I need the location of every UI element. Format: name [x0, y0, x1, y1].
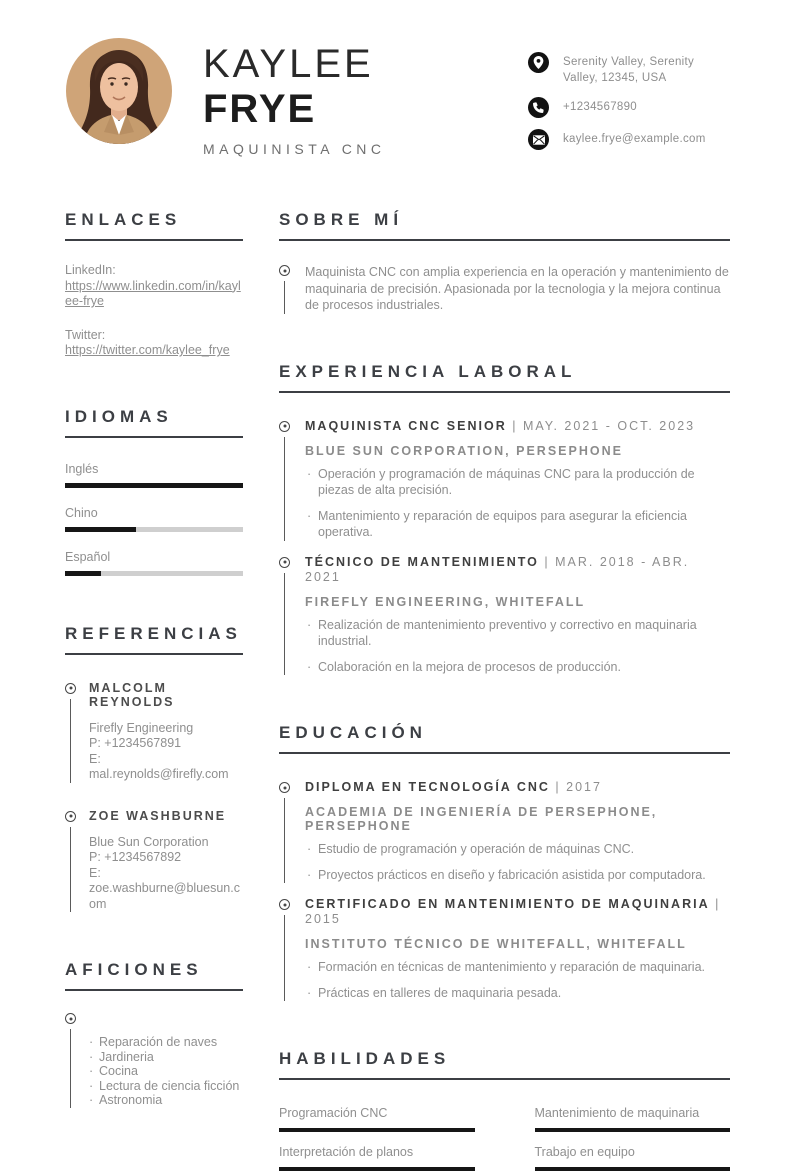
hobby-item: · Cocina	[89, 1064, 243, 1079]
skill-item	[279, 1106, 475, 1132]
link-label: LinkedIn:	[65, 263, 116, 277]
experience-bullets	[305, 466, 730, 541]
section-about	[279, 210, 730, 314]
language-name: Español	[65, 549, 111, 564]
hobby-item: · Jardineria	[89, 1050, 243, 1065]
experience-bullet: · Colaboración en la mejora de procesos de producción.	[305, 659, 730, 676]
education-bullet: · Proyectos prácticos en diseño y fabricación asistida por computadora.	[305, 867, 730, 884]
bullet-dot-icon	[279, 782, 290, 793]
reference-company: Blue Sun Corporation	[89, 834, 209, 849]
education-title-line	[305, 780, 730, 795]
timeline-line	[284, 437, 285, 541]
hobby-item: · Astronomia	[89, 1093, 243, 1108]
experience-title: EXPERIENCIA LABORAL	[279, 362, 730, 393]
name-block	[203, 42, 386, 157]
last-name: FRYE	[203, 87, 317, 131]
phone-icon	[528, 97, 549, 118]
hobby-list	[89, 1011, 243, 1108]
timeline-line	[70, 1029, 71, 1108]
section-experience	[279, 362, 730, 676]
education-dates: | 2015	[305, 897, 721, 926]
language-row	[65, 506, 243, 532]
job-title: MAQUINISTA CNC	[203, 141, 386, 157]
main-content	[279, 210, 730, 1171]
language-level-fill	[65, 527, 136, 532]
reference-email: E: mal.reynolds@firefly.com	[89, 751, 229, 781]
sidebar	[65, 210, 243, 1171]
skill-level-bar	[279, 1167, 475, 1171]
timeline-line	[70, 699, 71, 783]
education-bullet: · Estudio de programación y operación de máquinas CNC.	[305, 841, 730, 858]
bullet-dot-icon	[279, 421, 290, 432]
timeline-line	[284, 915, 285, 1001]
education-title-line	[305, 897, 730, 927]
bullet-dot-icon	[279, 265, 290, 276]
hobby-item: · Lectura de ciencia ficción	[89, 1079, 243, 1094]
location-pin-icon	[528, 52, 549, 73]
bullet-dot-icon	[65, 683, 76, 694]
skill-item	[535, 1106, 731, 1132]
timeline	[65, 809, 89, 913]
skill-level-bar	[279, 1128, 475, 1132]
timeline-line	[284, 281, 285, 314]
skill-name: Interpretación de planos	[279, 1145, 414, 1159]
section-references	[65, 624, 243, 913]
experience-bullets	[305, 617, 730, 676]
languages-title: IDIOMAS	[65, 407, 243, 438]
reference-details	[89, 721, 243, 783]
reference-name: MALCOLM REYNOLDS	[89, 680, 175, 709]
experience-role: TÉCNICO DE MANTENIMIENTO	[305, 554, 539, 569]
link-label: Twitter:	[65, 327, 106, 342]
linkedin-link[interactable]: https://www.linkedin.com/in/kaylee-frye	[65, 278, 241, 308]
contact-email	[528, 129, 746, 150]
profile-photo-illustration	[66, 38, 172, 144]
timeline	[279, 555, 305, 676]
education-school: ACADEMIA DE INGENIERÍA DE PERSEPHONE, PERSEPHONE	[305, 805, 658, 833]
bullet-dot-icon	[279, 899, 290, 910]
experience-bullet: · Operación y programación de máquinas CNC para la producción de piezas de alta precisión.	[305, 466, 730, 499]
education-school: INSTITUTO TÉCNICO DE WHITEFALL, WHITEFALL	[305, 937, 687, 951]
reference-entry	[65, 681, 243, 783]
reference-phone: P: +1234567891	[89, 736, 182, 750]
language-name: Inglés	[65, 461, 99, 476]
experience-company: BLUE SUN CORPORATION, PERSEPHONE	[305, 443, 623, 458]
skill-level-bar	[535, 1167, 731, 1171]
section-education	[279, 723, 730, 1001]
timeline	[65, 1011, 89, 1108]
skill-name: Trabajo en equipo	[534, 1145, 635, 1159]
contact-location-text: Serenity Valley, Serenity Valley, 12345, USA	[563, 56, 695, 84]
experience-title-line	[305, 555, 730, 585]
reference-company: Firefly Engineering	[89, 720, 194, 735]
link-item-linkedin	[65, 263, 243, 310]
education-bullet: · Formación en técnicas de mantenimiento y reparación de maquinaria.	[305, 959, 730, 976]
bullet-dot-icon	[65, 811, 76, 822]
language-level-bar	[65, 483, 243, 488]
timeline-line	[284, 798, 285, 883]
language-row	[65, 550, 243, 576]
profile-photo	[66, 38, 172, 144]
education-dates: | 2017	[555, 780, 602, 794]
about-text: Maquinista CNC con amplia experiencia en la operación y mantenimiento de maquinaria de precisión. Apasionada por la tecnologia y la mejora continua de procesos industriales.	[305, 265, 729, 312]
body-columns	[65, 210, 730, 1171]
timeline-line	[70, 827, 71, 913]
education-bullets	[305, 959, 730, 1001]
timeline	[279, 263, 305, 314]
timeline-line	[284, 573, 285, 676]
references-title: REFERENCIAS	[65, 624, 243, 655]
hobbies-title: AFICIONES	[65, 960, 243, 991]
education-degree: DIPLOMA EN TECNOLOGÍA CNC	[305, 780, 550, 794]
contact-info	[528, 52, 746, 150]
first-name: KAYLEE	[203, 42, 374, 86]
skill-item	[279, 1145, 475, 1171]
skill-name: Mantenimiento de maquinaria	[534, 1106, 700, 1120]
twitter-link[interactable]: https://twitter.com/kaylee_frye	[65, 343, 230, 357]
experience-bullet: · Mantenimiento y reparación de equipos para asegurar la eficiencia operativa.	[305, 508, 730, 541]
language-level-fill	[65, 483, 243, 488]
education-entry	[279, 780, 730, 883]
about-entry	[279, 263, 730, 314]
language-name: Chino	[65, 505, 98, 520]
education-title: EDUCACIÓN	[279, 723, 730, 754]
experience-dates: | MAY. 2021 - OCT. 2023	[512, 418, 696, 433]
bullet-dot-icon	[279, 557, 290, 568]
language-row	[65, 462, 243, 488]
contact-email-text: kaylee.frye@example.com	[563, 133, 706, 145]
timeline	[279, 897, 305, 1001]
skill-name: Programación CNC	[279, 1106, 388, 1120]
section-languages	[65, 407, 243, 576]
education-bullet: · Prácticas en talleres de maquinaria pesada.	[305, 985, 730, 1002]
reference-email: E: zoe.washburne@bluesun.com	[89, 865, 240, 911]
contact-location	[528, 52, 746, 86]
experience-title-line	[305, 419, 730, 434]
section-skills	[279, 1049, 730, 1171]
skills-title: HABILIDADES	[279, 1049, 730, 1080]
timeline	[279, 419, 305, 541]
section-hobbies	[65, 960, 243, 1108]
timeline	[279, 780, 305, 883]
about-title: SOBRE MÍ	[279, 210, 730, 241]
hobby-item: · Reparación de naves	[89, 1035, 243, 1050]
reference-details	[89, 835, 243, 913]
bullet-dot-icon	[65, 1013, 76, 1024]
skill-level-bar	[535, 1128, 731, 1132]
skill-item	[535, 1145, 731, 1171]
reference-phone: P: +1234567892	[89, 850, 182, 864]
contact-phone-text: +1234567890	[563, 101, 637, 113]
language-level-bar	[65, 527, 243, 532]
contact-phone	[528, 97, 746, 118]
experience-bullet: · Realización de mantenimiento preventivo y correctivo en maquinaria industrial.	[305, 617, 730, 650]
language-level-fill	[65, 571, 101, 576]
section-links	[65, 210, 243, 359]
experience-role: MAQUINISTA CNC SENIOR	[305, 418, 507, 433]
reference-entry	[65, 809, 243, 913]
experience-entry	[279, 419, 730, 541]
experience-entry	[279, 555, 730, 676]
links-title: ENLACES	[65, 210, 243, 241]
language-level-bar	[65, 571, 243, 576]
hobby-entry	[65, 1011, 243, 1108]
timeline	[65, 681, 89, 783]
education-bullets	[305, 841, 730, 883]
skills-grid	[279, 1106, 730, 1171]
experience-dates: | MAR. 2018 - ABR. 2021	[305, 554, 690, 584]
experience-company: FIREFLY ENGINEERING, WHITEFALL	[305, 594, 586, 609]
education-entry	[279, 897, 730, 1001]
link-item-twitter	[65, 328, 243, 359]
reference-name: ZOE WASHBURNE	[89, 808, 227, 823]
education-degree: CERTIFICADO EN MANTENIMIENTO DE MAQUINARIA	[305, 897, 710, 911]
email-icon	[528, 129, 549, 150]
